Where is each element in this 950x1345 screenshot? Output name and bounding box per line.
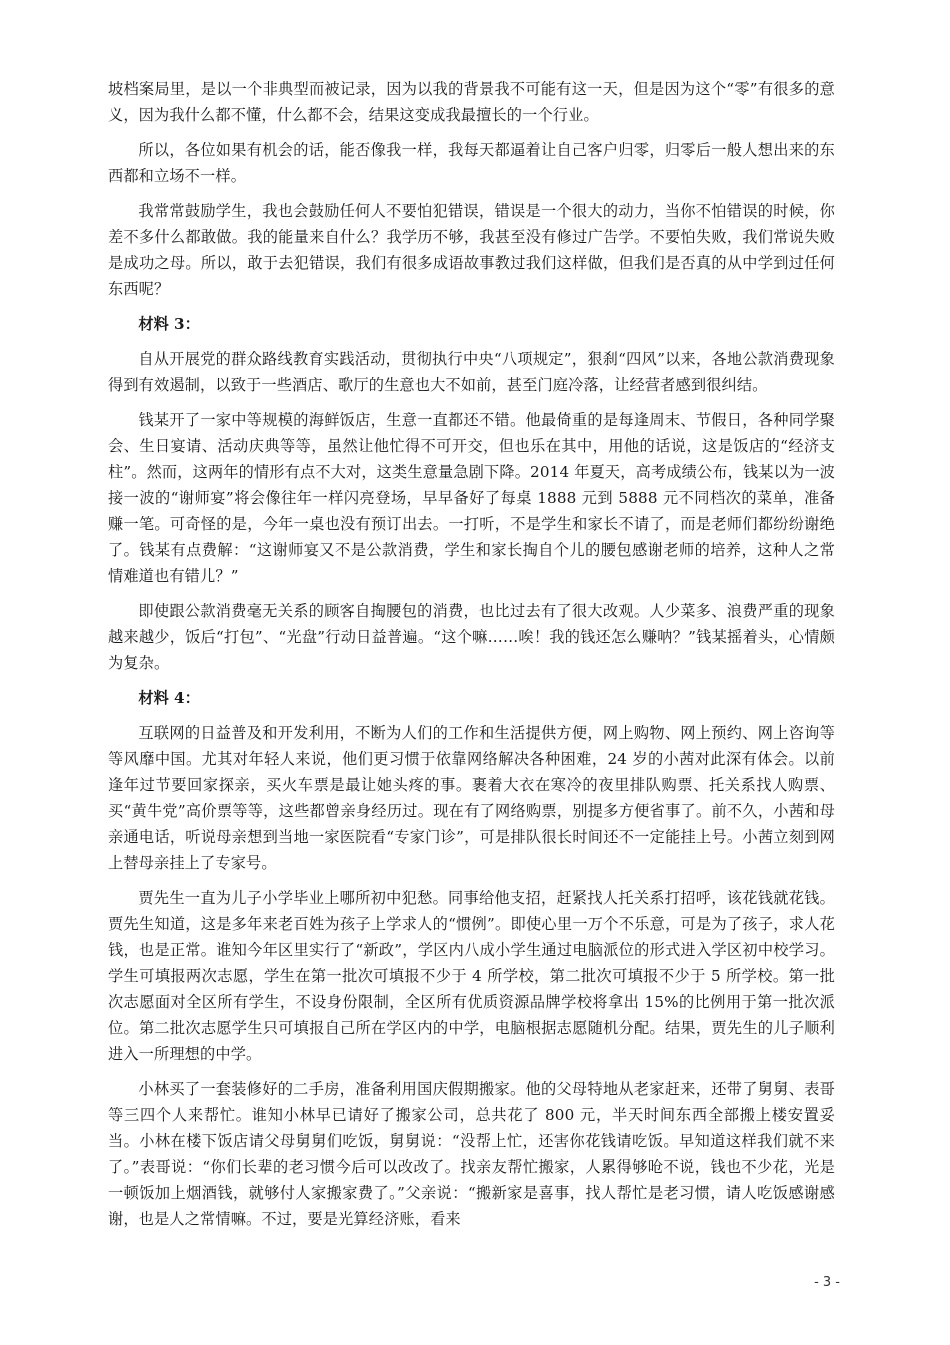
- paragraph-2: 所以，各位如果有机会的话，能否像我一样，我每天都逼着让自己客户归零，归零后一般人想出来的东西都和立场不一样。: [108, 141, 835, 185]
- paragraph-7: 互联网的日益普及和开发利用，不断为人们的工作和生活提供方便，网上购物、网上预约、网上咨询等等风靡中国。尤其对年轻人来说，他们更习惯于依靠网络解决各种困难，24 岁的小茜对此深有体会。以前逢年过节要回家探亲，买火车票是最让她头疼的事。裹着大衣在寒冷的夜里排队购票、托关系找人购票、买“黄牛党”高价票等等，这些都曾亲身经历过。现在有了网络购票，别提多方便省事了。前不久，小茜和母亲通电话，听说母亲想到当地一家医院看“专家门诊”，可是排队很长时间还不一定能挂上号。小茜立刻到网上替母亲挂上了专家号。: [108, 724, 835, 872]
- paragraph-5: 钱某开了一家中等规模的海鲜饭店，生意一直都还不错。他最倚重的是每逢周末、节假日，各种同学聚会、生日宴请、活动庆典等等，虽然让他忙得不可开交，但也乐在其中，用他的话说，这是饭店的“经济支柱”。然而，这两年的情形有点不大对，这类生意量急剧下降。2014 年夏天，高考成绩公布，钱某以为一波接一波的“谢师宴”将会像往年一样闪亮登场，早早备好了每桌 1888 元到 5888 元不同档次的菜单，准备赚一笔。可奇怪的是，今年一桌也没有预订出去。一打听，不是学生和家长不请了，而是老师们都纷纷谢绝了。钱某有点费解：“这谢师宴又不是公款消费，学生和家长掏自个儿的腰包感谢老师的培养，这种人之常情难道也有错儿？”: [108, 411, 835, 585]
- document-page: [108, 76, 835, 1232]
- paragraph-3: 我常常鼓励学生，我也会鼓励任何人不要怕犯错误，错误是一个很大的动力，当你不怕错误的时候，你差不多什么都敢做。我的能量来自什么？我学历不够，我甚至没有修过广告学。不要怕失败，我们常说失败是成功之母。所以，敢于去犯错误，我们有很多成语故事教过我们这样做，但我们是否真的从中学到过任何东西呢？: [108, 202, 835, 298]
- paragraph-6: 即使跟公款消费毫无关系的顾客自掏腰包的消费，也比过去有了很大改观。人少菜多、浪费严重的现象越来越少，饭后“打包”、“光盘”行动日益普遍。“这个嘛……唉！我的钱还怎么赚呐？”钱某摇着头，心情颇为复杂。: [108, 602, 835, 672]
- paragraph-4: 自从开展党的群众路线教育实践活动，贯彻执行中央“八项规定”，狠刹“四风”以来，各地公款消费现象得到有效遏制，以致于一些酒店、歌厅的生意也大不如前，甚至门庭冷落，让经营者感到很纠结。: [108, 350, 835, 394]
- section-heading-material-3: 材料 3：: [138, 315, 200, 333]
- section-heading-material-4: 材料 4：: [138, 689, 200, 707]
- paragraph-1: 坡档案局里，是以一个非典型而被记录，因为以我的背景我不可能有这一天，但是因为这个“零”有很多的意义，因为我什么都不懂，什么都不会，结果这变成我最擅长的一个行业。: [108, 80, 835, 124]
- page-number: - 3 -: [814, 1275, 840, 1290]
- paragraph-9: 小林买了一套装修好的二手房，准备利用国庆假期搬家。他的父母特地从老家赶来，还带了舅舅、表哥等三四个人来帮忙。谁知小林早已请好了搬家公司，总共花了 800 元，半天时间东西全部搬上楼安置妥当。小林在楼下饭店请父母舅舅们吃饭，舅舅说：“没帮上忙，还害你花钱请吃饭。早知道这样我们就不来了。”表哥说：“你们长辈的老习惯今后可以改改了。找亲友帮忙搬家，人累得够呛不说，钱也不少花，光是一顿饭加上烟酒钱，就够付人家搬家费了。”父亲说：“搬新家是喜事，找人帮忙是老习惯，请人吃饭感谢感谢，也是人之常情嘛。不过，要是光算经济账，看来: [108, 1080, 835, 1228]
- paragraph-8: 贾先生一直为儿子小学毕业上哪所初中犯愁。同事给他支招，赶紧找人托关系打招呼，该花钱就花钱。贾先生知道，这是多年来老百姓为孩子上学求人的“惯例”。即使心里一万个不乐意，可是为了孩子，求人花钱，也是正常。谁知今年区里实行了“新政”，学区内八成小学生通过电脑派位的形式进入学区初中校学习。学生可填报两次志愿，学生在第一批次可填报不少于 4 所学校，第二批次可填报不少于 5 所学校。第一批次志愿面对全区所有学生，不设身份限制，全区所有优质资源品牌学校将拿出 15%的比例用于第一批次派位。第二批次志愿学生只可填报自己所在学区内的中学，电脑根据志愿随机分配。结果，贾先生的儿子顺利进入一所理想的中学。: [108, 889, 835, 1063]
